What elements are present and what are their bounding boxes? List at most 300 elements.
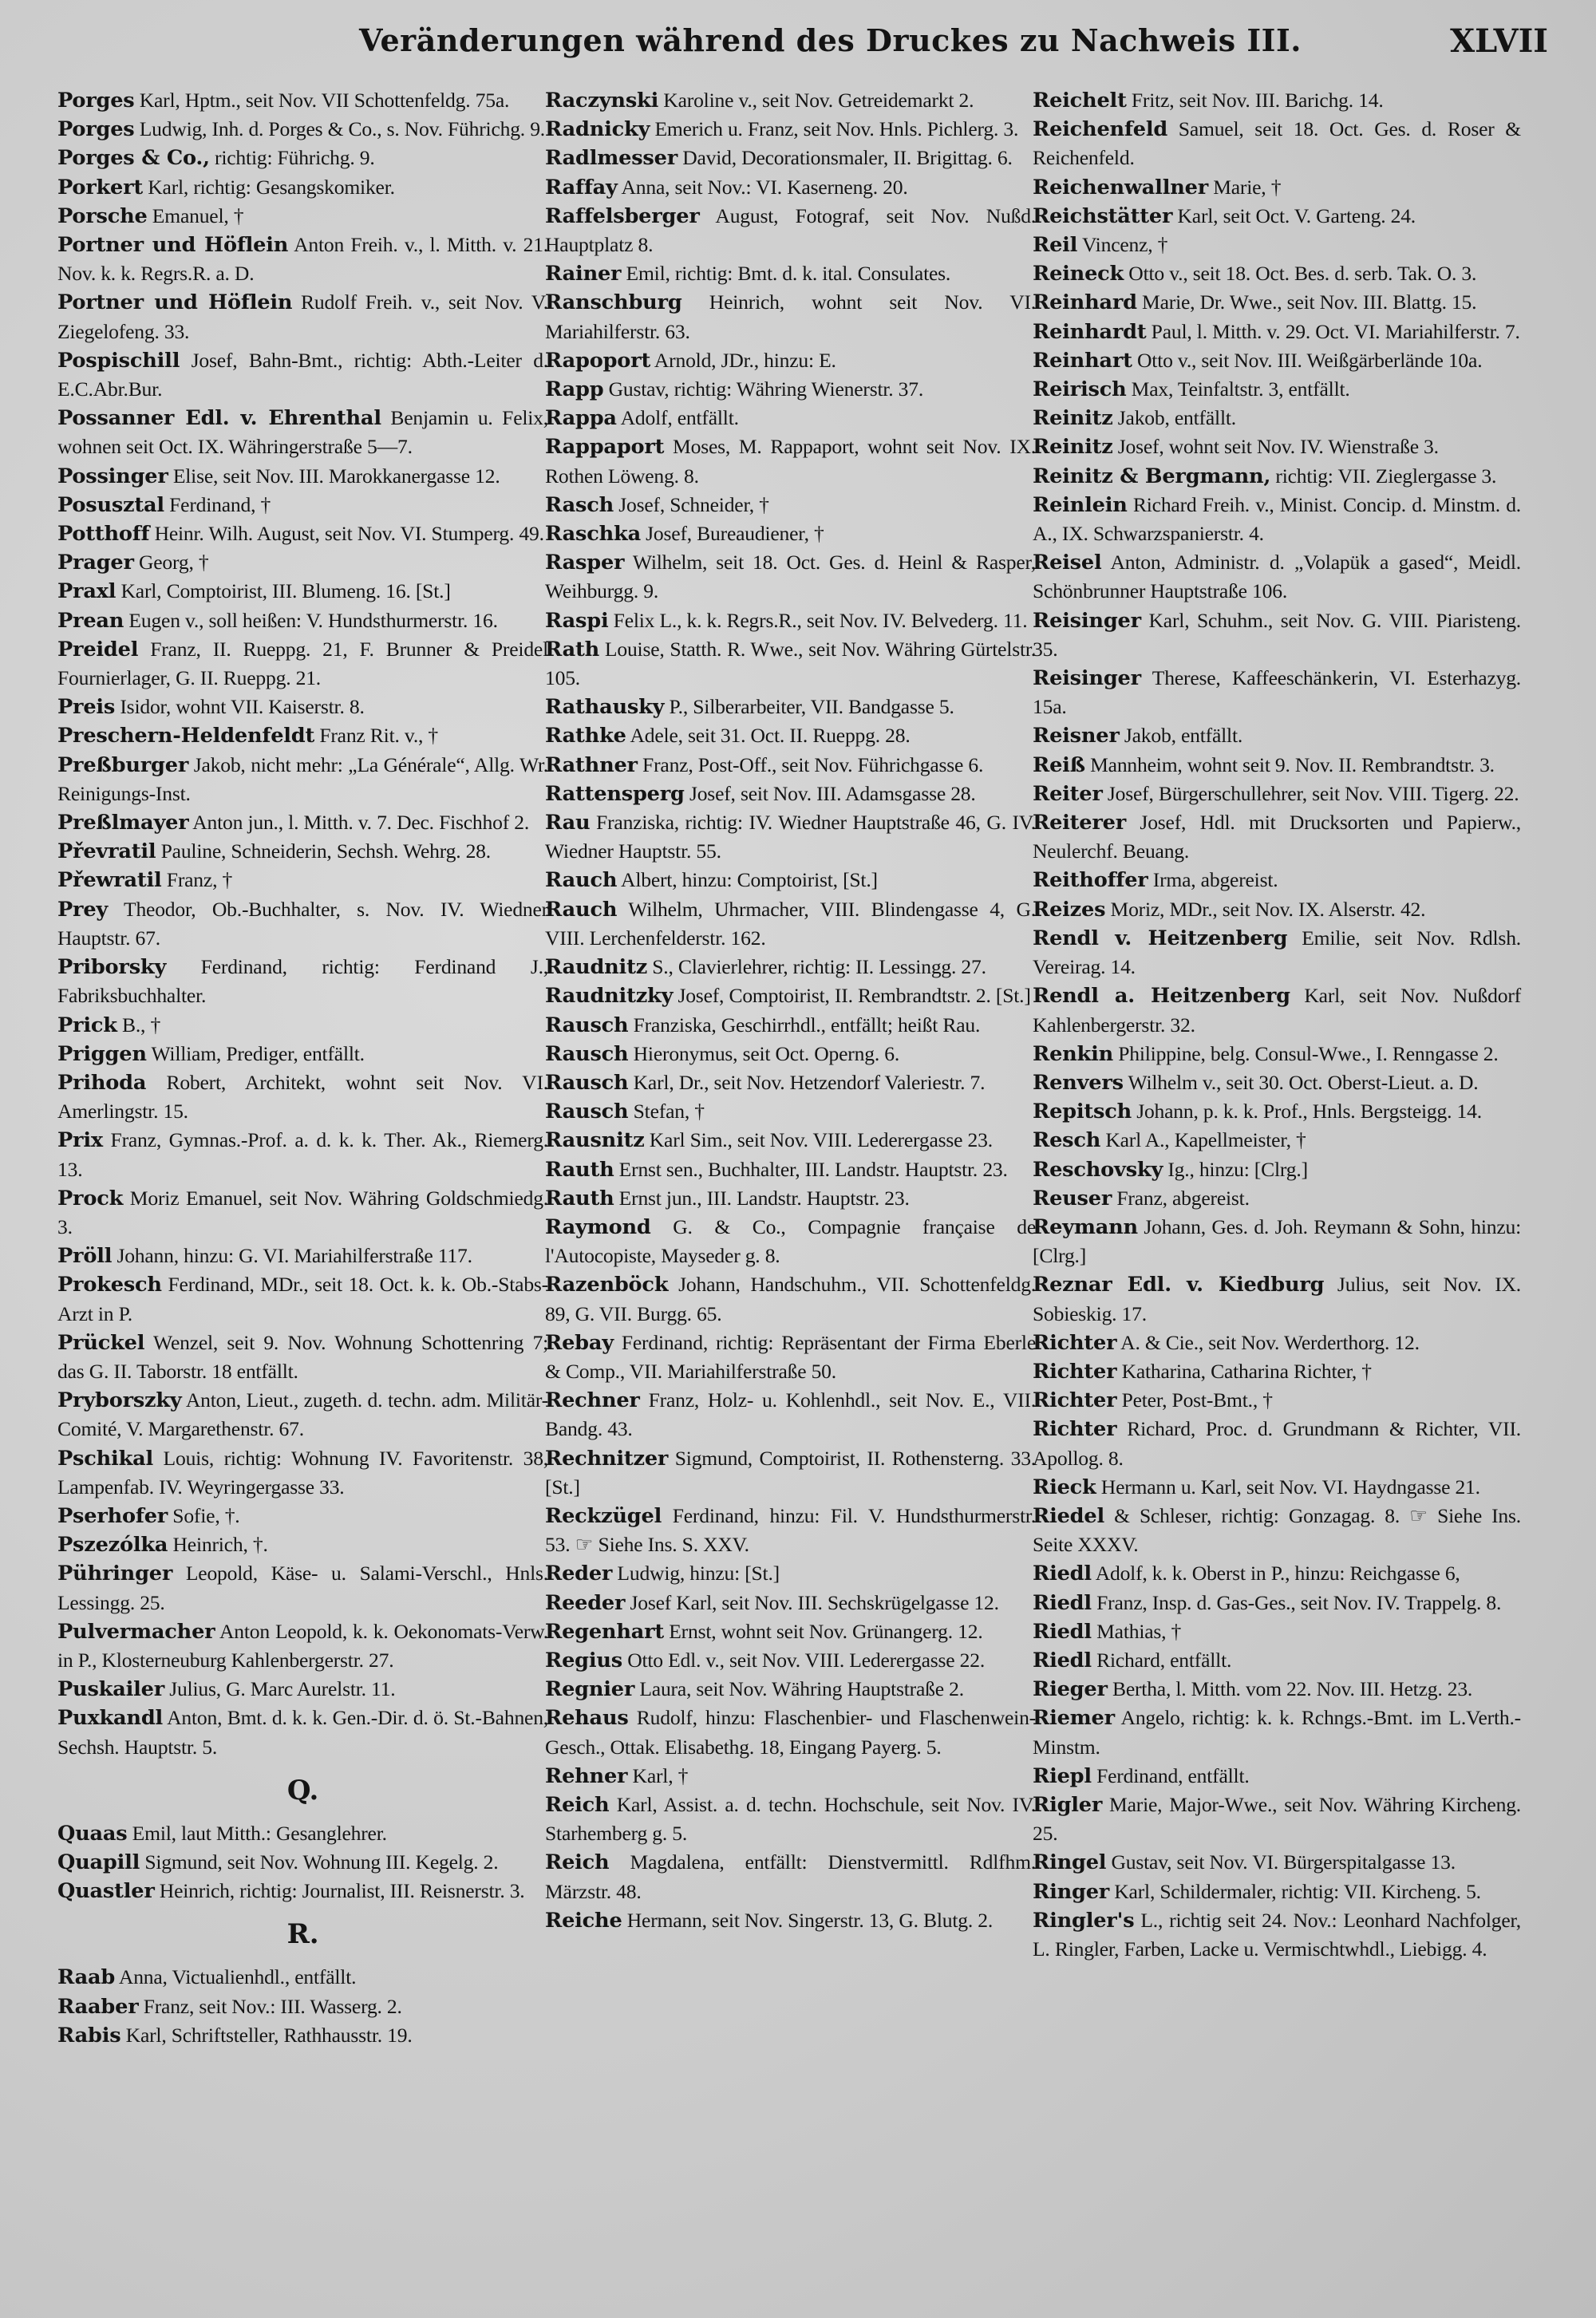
entry-text: Stefan, † <box>628 1100 705 1123</box>
entry-text: Adele, seit 31. Oct. II. Rueppg. 28. <box>626 724 911 748</box>
directory-entry <box>57 1675 548 1704</box>
entry-name: Rainer <box>545 262 622 286</box>
entry-text: richtig: VII. Zieglergasse 3. <box>1270 464 1497 488</box>
entry-name: Ranschburg <box>545 290 682 315</box>
directory-entry <box>1033 1791 1521 1848</box>
entry-name: Porkert <box>57 175 144 199</box>
entry-text: Karl A., Kapellmeister, † <box>1100 1128 1306 1152</box>
entry-name: Reznar Edl. v. Kiedburg <box>1033 1273 1325 1297</box>
entry-name: Porges & Co., <box>57 146 210 171</box>
directory-entry <box>57 953 548 1010</box>
entry-text: Karoline v., seit Nov. Getreidemarkt 2. <box>658 89 974 112</box>
entry-name: Renkin <box>1033 1041 1114 1066</box>
entry-text: Arnold, JDr., hinzu: E. <box>650 348 836 372</box>
directory-entry <box>1033 1762 1521 1791</box>
directory-entry <box>545 1386 1036 1443</box>
directory-entry <box>1033 404 1521 432</box>
entry-text: Karl, Assist. a. d. techn. Hochschule, seit Nov. IV. Starhemberg g. 5. <box>545 1792 1036 1846</box>
entry-text: Emil, laut Mitth.: Gesanglehrer. <box>127 1821 387 1845</box>
directory-entry <box>545 1444 1036 1502</box>
entry-name: Raspi <box>545 608 609 633</box>
entry-text: William, Prediger, entfällt. <box>146 1041 365 1065</box>
entry-text: Wilhelm v., seit 30. Oct. Oberst-Lieut. a. D. <box>1123 1070 1479 1094</box>
entry-text: Sigmund, Comptoirist, II. Rothensterng. 33. [St.] <box>545 1446 1036 1499</box>
directory-entry <box>545 1502 1036 1559</box>
entry-name: Reizes <box>1033 897 1106 922</box>
entry-text: Karl, richtig: Gesangskomiker. <box>143 175 395 199</box>
entry-text: Heinr. Wilh. August, seit Nov. VI. Stumperg. 49. <box>149 522 544 546</box>
directory-entry <box>1033 375 1521 404</box>
entry-name: Rechnitzer <box>545 1446 669 1471</box>
entry-text: Richard Freih. v., Minist. Concip. d. Minstm. d. A., IX. Schwarzspanierstr. 4. <box>1033 492 1521 546</box>
entry-text: Josef, Schneider, † <box>614 492 769 516</box>
directory-entry <box>1033 721 1521 750</box>
entry-name: Portner und Höflein <box>57 233 289 258</box>
directory-entry <box>57 1530 548 1559</box>
entry-text: Anna, Victualienhdl., entfällt. <box>115 1965 357 1989</box>
entry-text: Ernst, wohnt seit Nov. Grünangerg. 12. <box>664 1619 983 1643</box>
directory-entry <box>57 1848 548 1877</box>
directory-entry <box>57 751 548 808</box>
entry-name: Richter <box>1033 1388 1117 1413</box>
directory-entry <box>545 635 1036 693</box>
entry-name: Portner und Höflein <box>57 290 293 315</box>
directory-entry <box>1033 606 1521 664</box>
entry-text: Richard, entfällt. <box>1091 1648 1232 1672</box>
entry-text: Heinrich, richtig: Journalist, III. Reisnerstr. 3. <box>154 1879 525 1903</box>
directory-entry <box>1033 1270 1521 1328</box>
entry-name: Pryborszky <box>57 1388 182 1413</box>
directory-entry <box>545 202 1036 259</box>
entry-text: Benjamin u. Felix, wohnen seit Oct. IX. Währingerstraße 5—7. <box>57 406 548 459</box>
entry-name: Reinhard <box>1033 290 1137 315</box>
entry-name: Rapoport <box>545 348 651 373</box>
entry-text: Adolf, k. k. Oberst in P., hinzu: Reichgasse 6, <box>1091 1562 1460 1585</box>
entry-name: Reinhardt <box>1033 319 1147 344</box>
entry-name: Rausch <box>545 1041 629 1066</box>
directory-entry <box>545 346 1036 375</box>
directory-entry <box>57 577 548 606</box>
entry-text: Jakob, entfällt. <box>1112 406 1236 430</box>
entry-text: P., Silberarbeiter, VII. Bandgasse 5. <box>664 695 954 719</box>
entry-name: Reeder <box>545 1590 626 1615</box>
entry-name: Reisel <box>1033 551 1102 575</box>
entry-text: Ludwig, Inh. d. Porges & Co., s. Nov. Führichg. 9. <box>134 117 545 141</box>
section-heading: R. <box>286 1918 319 1951</box>
directory-entry <box>57 202 548 231</box>
entry-name: Prey <box>57 897 109 922</box>
entry-text: Ferdinand, entfällt. <box>1091 1763 1250 1787</box>
entry-name: Prihoda <box>57 1070 147 1095</box>
entry-name: Rattensperg <box>545 781 685 806</box>
entry-text: Moses, M. Rappaport, wohnt seit Nov. IX. Rothen Löweng. 8. <box>545 435 1036 488</box>
directory-entry <box>57 866 548 894</box>
directory-entry <box>1033 1329 1521 1357</box>
entry-name: Priggen <box>57 1041 147 1066</box>
directory-entry <box>545 1906 1036 1935</box>
entry-text: Karl, † <box>627 1763 689 1787</box>
entry-name: Rehner <box>545 1763 628 1788</box>
entry-name: Richter <box>1033 1417 1117 1442</box>
directory-entry <box>545 1097 1036 1126</box>
entry-text: Franz, Holz- u. Kohlenhdl., seit Nov. E., VII. Bandg. 43. <box>545 1388 1036 1441</box>
column-1 <box>57 86 548 2050</box>
entry-text: Laura, seit Nov. Währing Hauptstraße 2. <box>634 1677 964 1701</box>
directory-entry <box>545 1011 1036 1040</box>
entry-name: Prückel <box>57 1330 145 1355</box>
entry-name: Riedl <box>1033 1590 1092 1615</box>
entry-name: Raab <box>57 1965 116 1990</box>
entry-name: Rath <box>545 637 600 661</box>
directory-entry <box>545 432 1036 490</box>
entry-text: Karl, Hptm., seit Nov. VII Schottenfeldg. 75a. <box>134 89 510 112</box>
directory-entry <box>1033 664 1521 721</box>
entry-name: Raffay <box>545 175 618 199</box>
entry-name: Preßlmayer <box>57 811 189 835</box>
entry-text: S., Clavierlehrer, richtig: II. Lessingg. 27. <box>647 955 986 979</box>
entry-name: Reder <box>545 1562 613 1586</box>
directory-entry <box>545 1848 1036 1905</box>
entry-text: A. & Cie., seit Nov. Werderthorg. 12. <box>1116 1330 1420 1354</box>
entry-name: Reisinger <box>1033 666 1141 691</box>
entry-text: Karl, Schriftsteller, Rathhausstr. 19. <box>120 2023 413 2047</box>
directory-entry <box>57 1877 548 1905</box>
entry-name: Převratil <box>57 839 156 864</box>
entry-text: Johann, hinzu: G. VI. Mariahilferstraße 117. <box>112 1244 472 1268</box>
entry-name: Priborsky <box>57 955 167 980</box>
entry-name: Rathausky <box>545 695 665 720</box>
entry-text: Josef, Bahn-Bmt., richtig: Abth.-Leiter d. E.C.Abr.Bur. <box>57 348 548 401</box>
entry-text: Ferdinand, hinzu: Fil. V. Hundsthurmerstr. 53. ☞ Siehe Ins. S. XXV. <box>545 1503 1036 1557</box>
directory-entry <box>57 1126 548 1183</box>
entry-name: Riedel <box>1033 1503 1104 1528</box>
entry-text: Josef, Comptoirist, II. Rembrandtstr. 2. [St.] <box>673 984 1031 1008</box>
entry-text: Franziska, Geschirrhdl., entfällt; heißt Rau. <box>628 1013 981 1037</box>
entry-name: Reithoffer <box>1033 868 1148 893</box>
entry-text: Hieronymus, seit Oct. Operng. 6. <box>628 1041 900 1065</box>
directory-entry <box>57 404 548 461</box>
entry-text: Josef, Hdl. mit Drucksorten und Papierw., Neulerchf. Beuang. <box>1033 811 1521 863</box>
directory-entry <box>1033 981 1521 1039</box>
entry-name: Quaas <box>57 1821 128 1846</box>
directory-entry <box>1033 1878 1521 1906</box>
directory-entry <box>545 1559 1036 1588</box>
directory-entry <box>1033 1357 1521 1386</box>
entry-name: Posusztal <box>57 492 164 517</box>
directory-entry <box>57 1184 548 1242</box>
directory-entry <box>1033 548 1521 606</box>
entry-text: Marie, Major-Wwe., seit Nov. Währing Kircheng. 25. <box>1033 1792 1521 1846</box>
entry-text: Georg, † <box>133 551 209 575</box>
entry-text: Robert, Architekt, wohnt seit Nov. VI. Amerlingstr. 15. <box>57 1070 548 1123</box>
directory-entry <box>57 1011 548 1040</box>
entry-name: Possanner Edl. v. Ehrenthal <box>57 406 381 431</box>
entry-text: Ernst sen., Buchhalter, III. Landstr. Hauptstr. 23. <box>614 1157 1008 1181</box>
directory-entry <box>57 346 548 404</box>
entry-name: Richter <box>1033 1330 1117 1355</box>
directory-entry <box>57 1270 548 1328</box>
directory-entry <box>545 173 1036 202</box>
entry-name: Rigler <box>1033 1792 1103 1817</box>
page-title: Veränderungen während des Druckes zu Nachweis III. <box>359 22 1302 58</box>
entry-text: Richard, Proc. d. Grundmann & Richter, VII. Apollog. 8. <box>1033 1417 1521 1470</box>
entry-name: Rebay <box>545 1330 614 1355</box>
entry-text: Rudolf, hinzu: Flaschenbier- und Flaschenwein-Gesch., Ottak. Elisabethg. 18, Eingang Payerg. 5. <box>545 1706 1036 1759</box>
directory-entry <box>1033 259 1521 288</box>
directory-entry <box>57 635 548 693</box>
entry-name: Riedl <box>1033 1562 1092 1586</box>
entry-name: Quapill <box>57 1850 140 1874</box>
entry-text: Ferdinand, richtig: Ferdinand J., Fabriksbuchhalter. <box>57 955 548 1008</box>
entry-name: Reich <box>545 1792 610 1817</box>
directory-entry <box>1033 751 1521 780</box>
entry-name: Reinhart <box>1033 348 1132 373</box>
entry-name: Riedl <box>1033 1648 1092 1672</box>
directory-entry <box>57 1242 548 1270</box>
entry-name: Rathner <box>545 752 638 777</box>
entry-text: Vincenz, † <box>1077 233 1168 257</box>
entry-name: Rauch <box>545 868 618 893</box>
entry-name: Rathke <box>545 724 626 748</box>
directory-entry <box>1033 780 1521 808</box>
entry-name: Regnier <box>545 1677 635 1702</box>
directory-entry <box>1033 491 1521 548</box>
entry-text: G. & Co., Compagnie française de l'Autocopiste, Mayseder g. 8. <box>545 1214 1036 1268</box>
directory-entry <box>1033 346 1521 375</box>
entry-text: Anton, Lieut., zugeth. d. techn. adm. Militär-Comité, V. Margarethenstr. 67. <box>57 1388 548 1441</box>
entry-text: L., richtig seit 24. Nov.: Leonhard Nachfolger, L. Ringler, Farben, Lacke u. Vermischtwhdl., Liebigg. 4. <box>1033 1908 1521 1961</box>
entry-name: Rieck <box>1033 1475 1096 1499</box>
entry-text: Franz, Gymnas.-Prof. a. d. k. k. Ther. Ak., Riemerg. 13. <box>57 1128 548 1181</box>
entry-text: Gustav, seit Nov. VI. Bürgerspitalgasse 13. <box>1106 1850 1456 1874</box>
directory-entry <box>545 751 1036 780</box>
entry-text: Leopold, Käse- u. Salami-Verschl., Hnls. Lessingg. 25. <box>57 1562 548 1614</box>
entry-text: & Schleser, richtig: Gonzagag. 8. ☞ Siehe Ins. Seite XXXV. <box>1033 1503 1521 1557</box>
directory-entry <box>1033 1473 1521 1502</box>
directory-entry <box>1033 173 1521 202</box>
entry-name: Rauth <box>545 1157 614 1182</box>
entry-name: Reinitz <box>1033 435 1113 460</box>
entry-text: Moriz, MDr., seit Nov. IX. Alserstr. 42. <box>1105 897 1426 921</box>
directory-entry <box>1033 1415 1521 1472</box>
entry-text: Sigmund, seit Nov. Wohnung III. Kegelg. 2. <box>140 1850 499 1874</box>
entry-name: Reiche <box>545 1908 622 1933</box>
entry-text: Franz, Insp. d. Gas-Ges., seit Nov. IV. Trappelg. 8. <box>1091 1590 1502 1614</box>
directory-entry <box>545 1704 1036 1761</box>
entry-text: Franz, † <box>161 868 233 892</box>
entry-text: Philippine, belg. Consul-Wwe., I. Renngasse 2. <box>1113 1041 1499 1065</box>
directory-entry <box>545 606 1036 635</box>
directory-entry <box>1033 115 1521 172</box>
entry-name: Riemer <box>1033 1706 1115 1731</box>
entry-name: Puxkandl <box>57 1706 164 1731</box>
entry-name: Preschern-Heldenfeldt <box>57 724 315 748</box>
entry-name: Raaber <box>57 1994 139 2019</box>
entry-text: B., † <box>117 1013 161 1037</box>
entry-text: Karl, Dr., seit Nov. Hetzendorf Valeriestr. 7. <box>628 1070 986 1094</box>
entry-text: Felix L., k. k. Regrs.R., seit Nov. IV. Belvederg. 11. <box>608 608 1028 632</box>
entry-text: Moriz Emanuel, seit Nov. Währing Goldschmiedg. 3. <box>57 1186 548 1238</box>
entry-name: Rausch <box>545 1100 629 1124</box>
entry-name: Reuser <box>1033 1186 1112 1210</box>
directory-entry <box>57 2021 548 2050</box>
entry-text: Franz, II. Rueppg. 21, F. Brunner & Preidel Fournierlager, G. II. Rueppg. 21. <box>57 637 548 690</box>
entry-text: Anton jun., l. Mitth. v. 7. Dec. Fischhof 2. <box>188 811 530 835</box>
directory-entry <box>1033 924 1521 981</box>
directory-entry <box>1033 1675 1521 1704</box>
entry-name: Porges <box>57 117 135 142</box>
entry-text: Johann, Ges. d. Joh. Reymann & Sohn, hinzu: [Clrg.] <box>1033 1214 1521 1268</box>
entry-text: Katharina, Catharina Richter, † <box>1116 1359 1372 1383</box>
entry-name: Riepl <box>1033 1763 1092 1788</box>
directory-entry <box>1033 1502 1521 1559</box>
directory-entry <box>545 895 1036 953</box>
directory-entry <box>57 548 548 577</box>
column-3 <box>1033 86 1521 1964</box>
entry-name: Reinitz <box>1033 406 1113 431</box>
directory-entry <box>57 1502 548 1530</box>
entry-text: Ferdinand, † <box>164 492 271 516</box>
entry-name: Pszezólka <box>57 1533 168 1558</box>
entry-name: Rasper <box>545 551 625 575</box>
entry-text: Otto Edl. v., seit Nov. VIII. Lederergasse 22. <box>622 1648 986 1672</box>
entry-text: Josef, Bürgerschullehrer, seit Nov. VIII. Tigerg. 22. <box>1102 781 1519 805</box>
entry-text: Franz, abgereist. <box>1112 1186 1250 1210</box>
entry-name: Rendl a. Heitzenberg <box>1033 984 1290 1009</box>
entry-name: Reiter <box>1033 781 1103 806</box>
directory-entry <box>545 866 1036 894</box>
entry-name: Pröll <box>57 1244 113 1269</box>
entry-name: Reiß <box>1033 752 1085 777</box>
entry-text: Albert, hinzu: Comptoirist, [St.] <box>617 868 878 892</box>
entry-name: Porges <box>57 89 135 113</box>
directory-entry <box>1033 318 1521 346</box>
page-number: XLVII <box>1450 22 1548 60</box>
entry-name: Puskailer <box>57 1677 164 1702</box>
directory-entry <box>545 1675 1036 1704</box>
directory-entry <box>545 693 1036 721</box>
entry-name: Přewratil <box>57 868 162 893</box>
directory-entry <box>545 375 1036 404</box>
entry-name: Rau <box>545 811 591 835</box>
entry-text: Karl, Comptoirist, III. Blumeng. 16. [St.] <box>116 579 451 603</box>
entry-name: Rausch <box>545 1070 629 1095</box>
entry-text: Louise, Statth. R. Wwe., seit Nov. Währing Gürtelstr. 105. <box>545 637 1036 690</box>
entry-text: Karl, seit Oct. V. Garteng. 24. <box>1172 203 1416 227</box>
directory-entry <box>1033 808 1521 866</box>
entry-name: Radnicky <box>545 117 650 142</box>
directory-entry <box>57 606 548 635</box>
entry-name: Possinger <box>57 464 168 488</box>
directory-entry <box>57 519 548 548</box>
entry-text: Elise, seit Nov. III. Marokkanergasse 12. <box>168 464 500 488</box>
entry-text: Fritz, seit Nov. III. Barichg. 14. <box>1126 89 1384 112</box>
entry-text: Hermann u. Karl, seit Nov. VI. Haydngasse 21. <box>1096 1475 1480 1499</box>
entry-name: Reichelt <box>1033 89 1127 113</box>
directory-entry <box>1033 231 1521 259</box>
directory-entry <box>57 1068 548 1126</box>
entry-text: Bertha, l. Mitth. vom 22. Nov. III. Hetzg. 23. <box>1107 1677 1473 1701</box>
entry-text: Anna, seit Nov.: VI. Kaserneng. 20. <box>617 175 908 199</box>
directory-entry <box>1033 1646 1521 1675</box>
directory-entry <box>57 895 548 953</box>
entry-text: Pauline, Schneiderin, Sechsh. Wehrg. 28. <box>156 839 491 863</box>
entry-text: August, Fotograf, seit Nov. Nußd. Hauptplatz 8. <box>545 203 1036 257</box>
directory-entry <box>1033 1559 1521 1588</box>
column-2 <box>545 86 1036 1935</box>
entry-name: Pschikal <box>57 1446 154 1471</box>
entry-text: Ig., hinzu: [Clrg.] <box>1163 1157 1308 1181</box>
entry-name: Ringer <box>1033 1879 1110 1904</box>
entry-name: Potthoff <box>57 522 150 547</box>
entry-text: Heinrich, wohnt seit Nov. VI. Mariahilferstr. 63. <box>545 290 1036 343</box>
entry-text: Therese, Kaffeeschänkerin, VI. Esterhazyg. 15a. <box>1033 666 1521 719</box>
directory-entry <box>57 115 548 144</box>
entry-text: Max, Teinfaltstr. 3, entfällt. <box>1126 377 1350 401</box>
directory-entry <box>57 1040 548 1068</box>
directory-entry <box>57 1704 548 1761</box>
directory-entry <box>545 1155 1036 1184</box>
entry-name: Raczynski <box>545 89 659 113</box>
directory-entry <box>545 288 1036 346</box>
directory-entry <box>545 548 1036 606</box>
directory-entry <box>57 721 548 750</box>
entry-name: Preidel <box>57 637 139 661</box>
directory-entry <box>57 693 548 721</box>
entry-name: Reschovsky <box>1033 1157 1163 1182</box>
directory-entry <box>57 462 548 491</box>
entry-text: Emerich u. Franz, seit Nov. Hnls. Pichlerg. 3. <box>650 117 1019 141</box>
directory-entry <box>1033 288 1521 317</box>
entry-name: Reineck <box>1033 262 1124 286</box>
directory-entry <box>1033 202 1521 231</box>
entry-name: Rauch <box>545 897 618 922</box>
entry-text: Emil, richtig: Bmt. d. k. ital. Consulates. <box>621 262 951 286</box>
entry-name: Raymond <box>545 1214 651 1239</box>
entry-name: Rendl v. Heitzenberg <box>1033 926 1288 950</box>
entry-text: Irma, abgereist. <box>1148 868 1278 892</box>
entry-text: Franz, Post-Off., seit Nov. Führichgasse 6. <box>637 752 984 776</box>
directory-entry <box>57 1559 548 1617</box>
directory-entry <box>545 491 1036 519</box>
entry-name: Reinitz & Bergmann, <box>1033 464 1271 488</box>
directory-entry <box>57 288 548 346</box>
entry-name: Rausnitz <box>545 1128 645 1153</box>
directory-entry <box>545 1040 1036 1068</box>
directory-entry <box>57 491 548 519</box>
entry-text: Anton, Bmt. d. k. k. Gen.-Dir. d. ö. St.-Bahnen, Sechsh. Hauptstr. 5. <box>57 1706 548 1759</box>
directory-entry <box>1033 1848 1521 1877</box>
directory-entry <box>57 1819 548 1848</box>
entry-text: richtig: Führichg. 9. <box>209 146 375 170</box>
entry-text: Jakob, entfällt. <box>1119 724 1243 748</box>
entry-text: Louis, richtig: Wohnung IV. Favoritenstr. 38, Lampenfab. IV. Weyringergasse 33. <box>57 1446 548 1499</box>
entry-text: Karl, Schildermaler, richtig: VII. Kircheng. 5. <box>1109 1879 1481 1903</box>
entry-name: Prager <box>57 551 134 575</box>
directory-entry <box>545 1270 1036 1328</box>
entry-name: Resch <box>1033 1128 1101 1153</box>
entry-name: Ringler's <box>1033 1908 1135 1933</box>
directory-entry <box>57 1992 548 2021</box>
entry-name: Praxl <box>57 579 117 604</box>
entry-text: Gustav, richtig: Währing Wienerstr. 37. <box>603 377 924 401</box>
entry-name: Pospischill <box>57 348 180 373</box>
entry-text: Heinrich, †. <box>168 1533 268 1557</box>
entry-text: Otto v., seit Nov. III. Weißgärberlände 10a. <box>1132 348 1483 372</box>
entry-name: Prick <box>57 1013 117 1037</box>
entry-name: Reichenwallner <box>1033 175 1208 199</box>
directory-entry <box>545 1791 1036 1848</box>
